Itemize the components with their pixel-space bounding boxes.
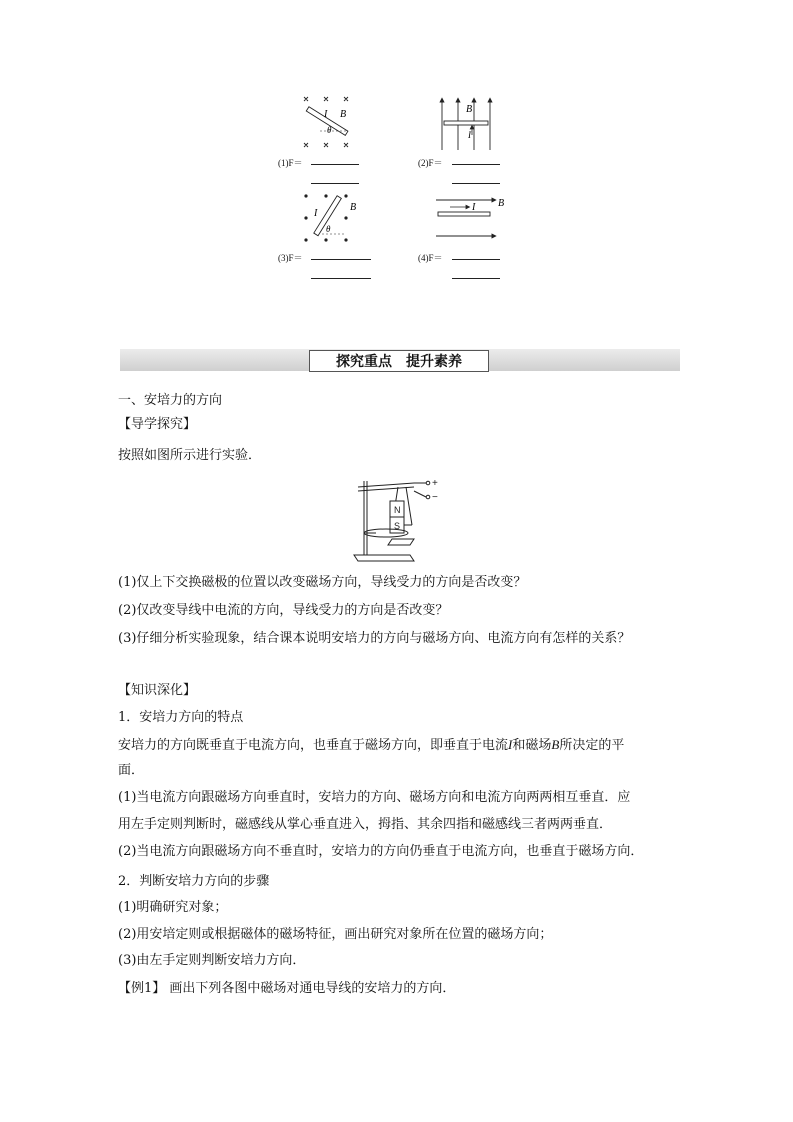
figure-2-answer-blank-2[interactable] <box>452 183 500 184</box>
figure-4-label: (4)F＝ <box>418 253 443 263</box>
p1-text-c: 所决定的平 <box>559 738 625 753</box>
figure-3-answer-blank[interactable] <box>311 259 371 260</box>
fig3-current-symbol: I <box>314 208 318 219</box>
fig4-current-symbol: I <box>472 202 476 213</box>
step-3: (3)由左手定则判断安培力方向． <box>118 953 306 968</box>
banner-right-title: 提升素养 <box>406 354 462 370</box>
question-3: (3)仔细分析实验现象，结合课本说明安培力的方向与磁场方向、电流方向有怎样的关系？ <box>118 631 631 646</box>
banner-left-title: 探究重点 <box>336 354 392 370</box>
figure-1-answer-blank[interactable] <box>311 164 359 165</box>
guide-intro: 按照如图所示进行实验． <box>118 448 262 463</box>
figure-2-answer-blank[interactable] <box>452 164 500 165</box>
step-1: (1)明确研究对象； <box>118 900 228 915</box>
fig1-angle-symbol: θ <box>327 125 332 135</box>
figure-1-answer-blank-2[interactable] <box>311 183 359 184</box>
question-1: (1)仅上下交换磁极的位置以改变磁场方向，导线受力的方向是否改变？ <box>118 575 527 590</box>
fig4-field-symbol: B <box>498 198 505 209</box>
p1-text-a: 安培力的方向既垂直于电流方向，也垂直于磁场方向，即垂直于电流 <box>118 738 509 753</box>
fig1-field-symbol: B <box>340 109 347 120</box>
p1-text-b: 和磁场 <box>512 738 552 753</box>
figure-2-label: (2)F＝ <box>418 158 443 168</box>
knowledge-heading-2: 2．判断安培力方向的步骤 <box>118 874 270 889</box>
knowledge-paragraph-1-cont: 面． <box>118 763 145 778</box>
terminal-plus-label: + <box>432 478 438 489</box>
section-banner <box>309 350 489 372</box>
figure-4-answer-blank-2[interactable] <box>452 278 500 279</box>
p1-current-symbol: I <box>508 737 513 752</box>
figure-1-diagram <box>300 95 362 151</box>
fig1-current-symbol: I <box>324 109 328 120</box>
knowledge-heading-1: 1．安培力方向的特点 <box>118 710 244 725</box>
figure-3-label: (3)F＝ <box>278 253 303 263</box>
knowledge-paragraph-2: (1)当电流方向跟磁场方向垂直时，安培力的方向、磁场方向和电流方向两两相互垂直．应 <box>118 790 631 805</box>
figure-3-answer-blank-2[interactable] <box>311 278 371 279</box>
figure-1-label: (1)F＝ <box>278 158 303 168</box>
knowledge-paragraph-1 <box>118 736 624 755</box>
terminal-minus-label: − <box>432 492 438 503</box>
knowledge-paragraph-2-cont: 用左手定则判断时，磁感线从掌心垂直进入，拇指、其余四指和磁感线三者两两垂直． <box>118 817 613 832</box>
knowledge-title: 【知识深化】 <box>118 683 197 698</box>
step-2: (2)用安培定则或根据磁体的磁场特征，画出研究对象所在位置的磁场方向； <box>118 927 553 942</box>
knowledge-paragraph-3: (2)当电流方向跟磁场方向不垂直时，安培力的方向仍垂直于电流方向，也垂直于磁场方向． <box>118 844 644 859</box>
example-1: 【例1】 画出下列各图中磁场对通电导线的安培力的方向． <box>118 981 456 996</box>
figure-4-diagram <box>436 196 508 240</box>
figure-4-answer-blank[interactable] <box>452 259 500 260</box>
experiment-apparatus-diagram <box>352 475 444 563</box>
p1-field-symbol: B <box>551 737 560 752</box>
section-heading: 一、安培力的方向 <box>118 393 223 408</box>
magnet-north-label: N <box>394 505 401 515</box>
fig3-angle-symbol: θ <box>326 224 331 234</box>
figure-3-diagram <box>302 192 364 248</box>
magnet-south-label: S <box>394 521 401 531</box>
fig3-field-symbol: B <box>350 202 357 213</box>
figure-2-diagram <box>438 96 498 152</box>
fig2-field-symbol: B <box>466 104 473 115</box>
question-2: (2)仅改变导线中电流的方向，导线受力的方向是否改变？ <box>118 603 449 618</box>
guide-title: 【导学探究】 <box>118 417 197 432</box>
fig2-current-symbol: I <box>468 130 471 140</box>
